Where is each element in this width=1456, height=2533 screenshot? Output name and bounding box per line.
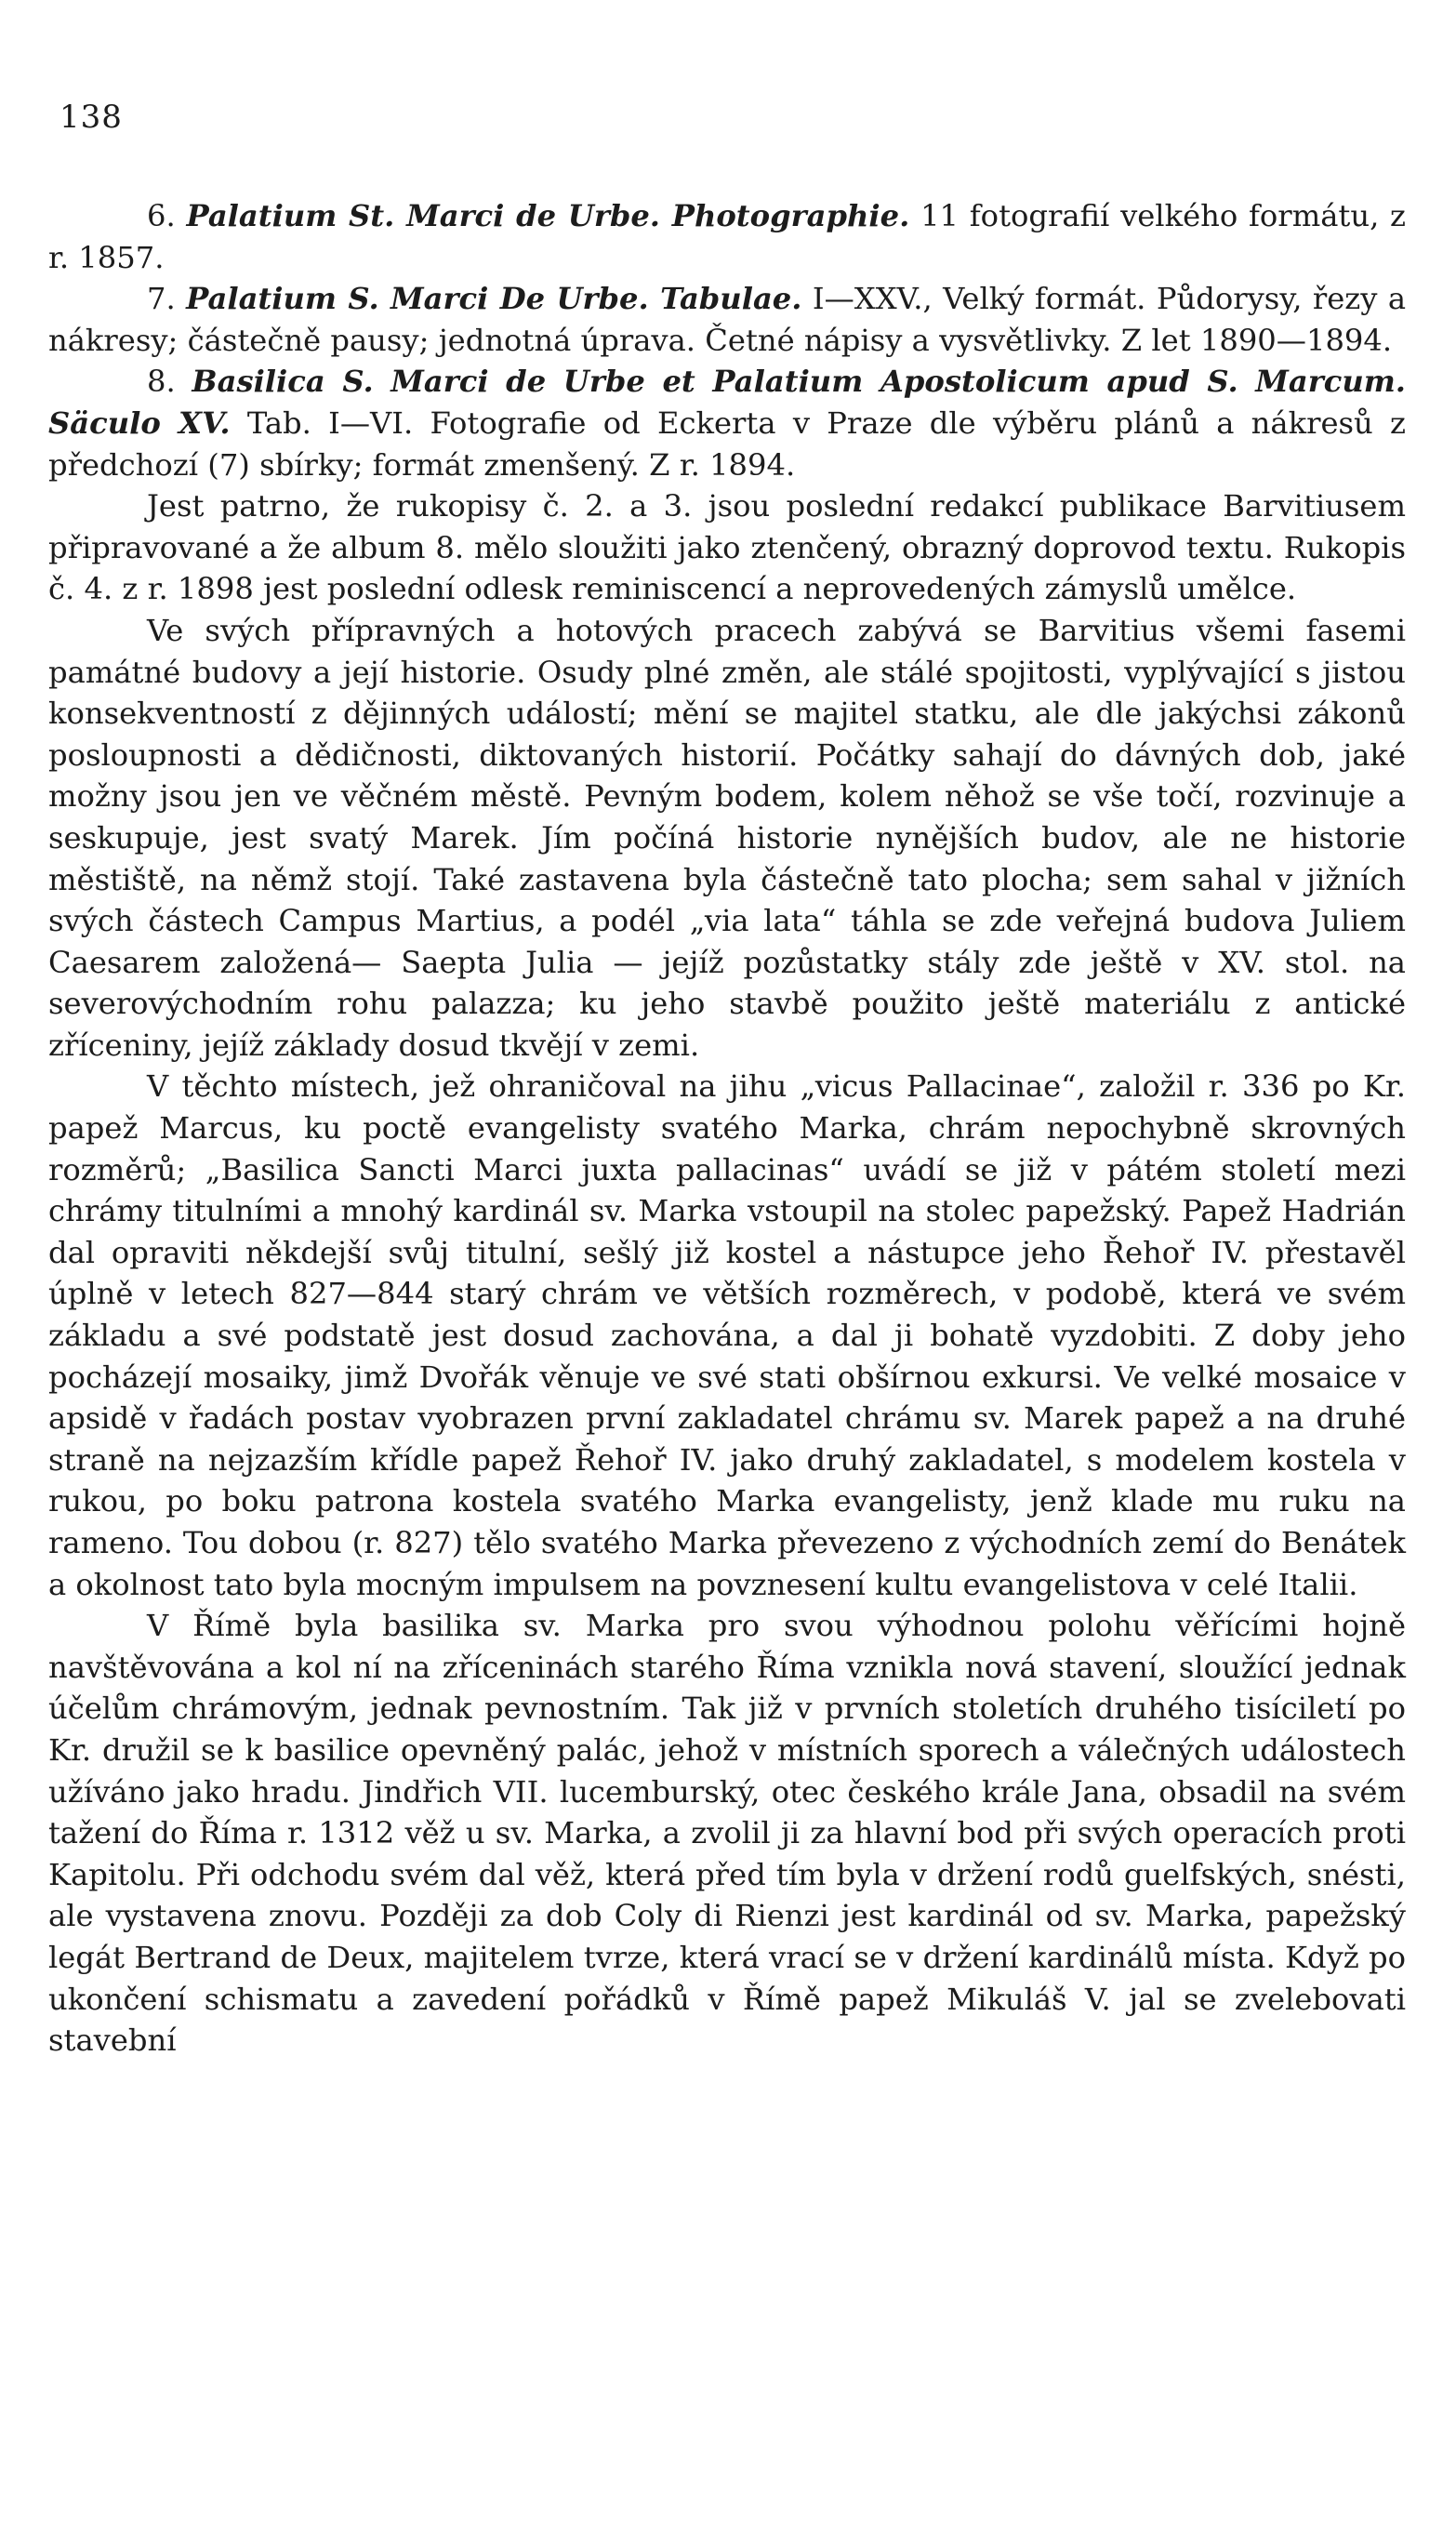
catalog-entry bbox=[48, 195, 1406, 278]
entry-title: Palatium S. Marci De Urbe. Tabulae. bbox=[186, 281, 802, 317]
body-paragraph: V těchto místech, jež ohraničoval na jihu „vicus Pallacinae“, založil r. 336 po Kr. papež Marcus, ku poctě evangelisty svatého Marka, chrám nepochybně skrovných rozměrů; „Basilica Sancti Marci juxta pallacinas“ uvádí se již v pátém století mezi chrámy titulními a mnohý kardinál sv. Marka vstoupil na stolec papežský. Papež Hadrián dal opraviti někdejší svůj titulní, sešlý již kostel a nástupce jeho Řehoř IV. přestavěl úplně v letech 827—844 starý chrám ve větších rozměrech, v podobě, která ve svém základu a své podstatě jest dosud zachována, a dal ji bohatě vyzdobiti. Z doby jeho pocházejí mosaiky, jimž Dvořák věnuje ve své stati obšírnou exkursi. Ve velké mosaice v apsidě v řadách postav vyobrazen první zakladatel chrámu sv. Marek papež a na druhé straně na nejzazším křídle papež Řehoř IV. jako druhý zakladatel, s modelem kostela v rukou, po boku patrona kostela svatého Marka evangelisty, jenž klade mu ruku na rameno. Tou dobou (r. 827) tělo svatého Marka převezeno z východních zemí do Benátek a okolnost tato byla mocným impulsem na povznesení kultu evangelistova v celé Italii. bbox=[48, 1068, 1406, 1602]
body-paragraph: V Římě byla basilika sv. Marka pro svou výhodnou polohu věřícími hojně navštěvována a kol ní na zříceninách starého Říma vznikla nová stavení, sloužící jednak účelům chrámovým, jednak pevnostním. Tak již v prvních stoletích druhého tisíciletí po Kr. družil se k basilice opevněný palác, jehož v místních sporech a válečných událostech užíváno jako hradu. Jindřich VII. lucemburský, otec českého krále Jana, obsadil na svém tažení do Říma r. 1312 věž u sv. Marka, a zvolil ji za hlavní bod při svých operacích proti Kapitolu. Při odchodu svém dal věž, která před tím byla v držení rodů guelfských, snésti, ale vystavena znovu. Později za dob Coly di Rienzi jest kardinál od sv. Marka, papežský legát Bertrand de Deux, majitelem tvrze, která vrací se v držení kardinálů místa. Když po ukončení schismatu a zavedení pořádků v Římě papež Mikuláš V. jal se zvelebovati stavební bbox=[48, 1608, 1406, 2059]
entry-number: 6. bbox=[147, 198, 176, 233]
page-number: 138 bbox=[60, 99, 123, 136]
entry-title: Basilica S. Marci de Urbe et Palatium Apostolicum apud S. Marcum. Säculo XV. bbox=[48, 364, 1407, 441]
entry-description: 11 fotografií velkého formátu, z r. 1857. bbox=[48, 198, 1407, 275]
body-text bbox=[48, 195, 1406, 2062]
body-paragraph: Jest patrno, že rukopisy č. 2. a 3. jsou poslední redakcí publikace Barvitiusem připravované a že album 8. mělo sloužiti jako ztenčený, obrazný doprovod textu. Rukopis č. 4. z r. 1898 jest poslední odlesk reminiscencí a neprovedených zámyslů umělce. bbox=[48, 488, 1406, 607]
entry-description: I—XXV., Velký formát. Půdorysy, řezy a nákresy; částečně pausy; jednotná úprava. Četné nápisy a vysvětlivky. Z let 1890—1894. bbox=[48, 281, 1407, 358]
catalog-entry bbox=[48, 278, 1406, 361]
body-paragraph: Ve svých přípravných a hotových pracech zabývá se Barvitius všemi fasemi památné budovy a její historie. Osudy plné změn, ale stálé spojitosti, vyplývající s jistou konsekventností z dějinných událostí; mění se majitel statku, ale dle jakýchsi zákonů posloupnosti a dědičnosti, diktovaných historií. Počátky sahají do dávných dob, jaké možny jsou jen ve věčném městě. Pevným bodem, kolem něhož se vše točí, rozvinuje a seskupuje, jest svatý Marek. Jím počíná historie nynějších budov, ale ne historie městiště, na němž stojí. Také zastavena byla částečně tato plocha; sem sahal v jižních svých částech Campus Martius, a podél „via lata“ táhla se zde veřejná budova Juliem Caesarem založená— Saepta Julia — jejíž pozůstatky stály zde ještě v XV. stol. na severovýchodním rohu palazza; ku jeho stavbě použito ještě materiálu z antické zříceniny, jejíž základy dosud tkvějí v zemi. bbox=[48, 612, 1406, 1063]
catalog-entry bbox=[48, 361, 1406, 485]
entry-number: 7. bbox=[147, 281, 176, 317]
entry-title: Palatium St. Marci de Urbe. Photographie. bbox=[186, 198, 910, 233]
entry-number: 8. bbox=[147, 364, 176, 400]
entry-description: Tab. I—VI. Fotografie od Eckerta v Praze dle výběru plánů a nákresů z předchozí (7) sbírky; formát zmenšený. Z r. 1894. bbox=[48, 404, 1407, 483]
